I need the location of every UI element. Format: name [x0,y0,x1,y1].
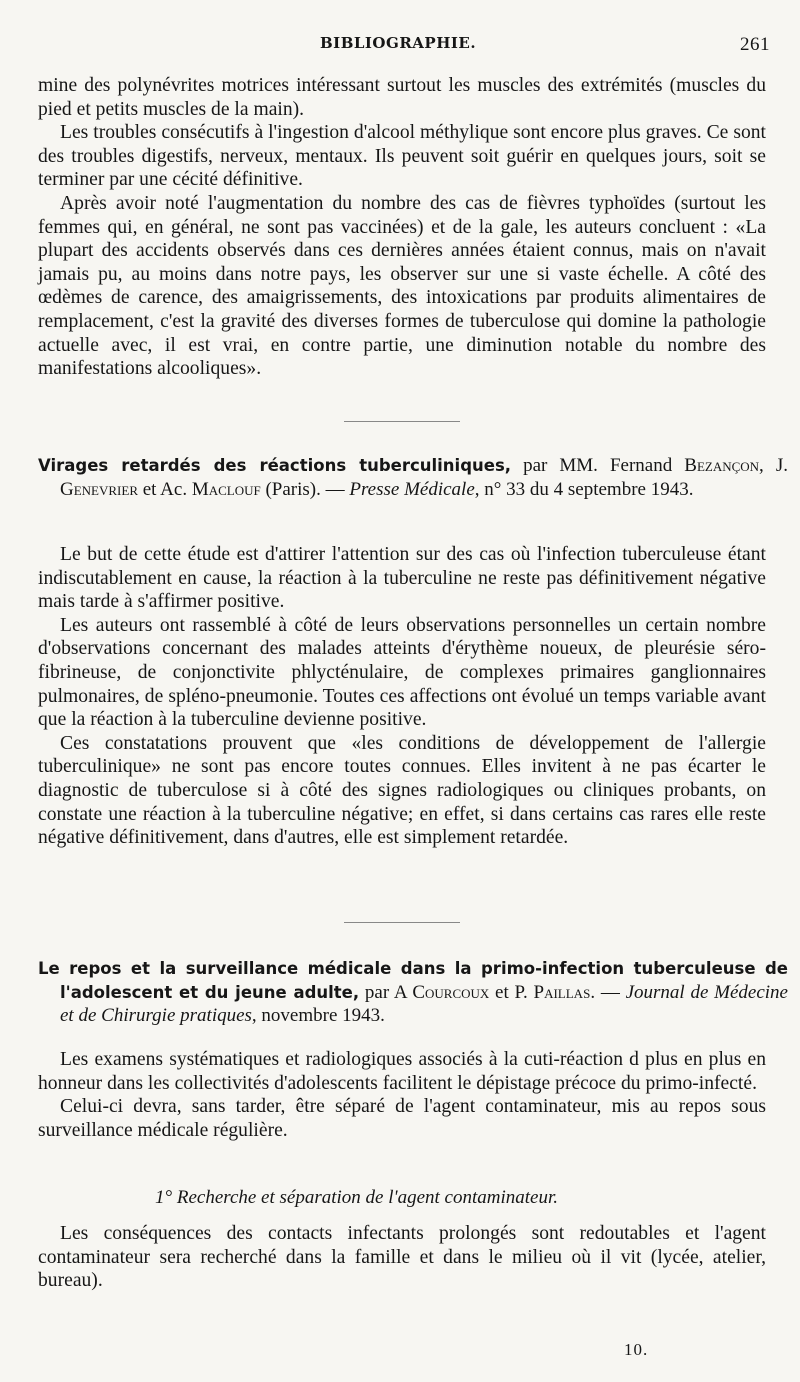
article-author: Bezançon [684,455,760,476]
article-body [38,543,766,850]
article-author: Maclouf [191,478,261,500]
paragraph: Après avoir noté l'augmentation du nombre des cas de fièvres typhoïdes (surtout les femmes qui, en général, ne sont pas vaccinées) et de la gale, les auteurs concluent : «La plupart des accidents observés dans ces dernières années étaient connus, mais on n'avait jamais pu, au moins dans notre pays, les observer sur une si vaste échelle. A côté des œdèmes de carence, des amaigrissements, des intoxications par produits alimentaires de remplacement, c'est la gravité des diverses formes de tuberculose qui domine la pathologie actuelle avec, il est vrai, en contre partie, une diminution notable du nombre des manifestations alcooliques». [38,192,766,380]
article-heading [38,454,788,501]
article-place: (Paris). — [260,478,350,500]
article-issue: , novembre 1943. [251,1005,385,1027]
article-title: Virages retardés des réactions tuberculiniques, [38,456,512,475]
article-separator: , J. [759,455,788,476]
article-author: Paillas [533,981,591,1003]
paragraph: Ces constatations prouvent que «les conditions de développement de l'allergie tuberculinique» ne sont pas encore toutes connues. Elles invitent à ne pas écarter le diagnostic de tuberculose si à côté des signes radiologiques ou cliniques probants, on constate une réaction à la tuberculine négative; en effet, si dans certains cas rares elle reste négative définitivement, dans d'autres, elle est simplement retardée. [38,732,766,849]
paragraph: Les auteurs ont rassemblé à côté de leurs observations personnelles un certain nombre d'observations concernant des malades atteints d'érythème noueux, de pleurésie séro-fibrineuse, de conjonctivite phlycténulaire, de complexes primaires ganglionnaires pulmonaires, de spléno-pneumonie. Toutes ces affections ont évolué un temps variable avant que la réaction à la tuberculine devienne positive. [38,614,766,731]
article-author: Courcoux [412,981,490,1003]
article-journal: Journal de Médecine et de Chirurgie pratiques [60,981,788,1027]
paragraph: Le but de cette étude est d'attirer l'attention sur des cas où l'infection tuberculeuse étant indiscutablement en cause, la réaction à la tuberculine ne reste pas définitivement négative mais tarde à s'affirmer positive. [38,544,766,613]
paragraph: Celui-ci devra, sans tarder, être séparé de l'agent contaminateur, mis au repos sous surveillance médicale régulière. [38,1096,766,1141]
paragraph: Les conséquences des contacts infectants prolongés sont redoutables et l'agent contaminateur sera recherché dans la famille et dans le milieu où il vit (lycée, atelier, bureau). [38,1223,766,1292]
article-author: Genevrier [60,478,138,500]
running-head-title: BIBLIOGRAPHIE. [320,34,477,52]
article-heading [38,957,788,1028]
section-continued-text [38,74,766,381]
page-number: 261 [740,34,770,55]
article-separator: . — [590,981,626,1003]
paragraph: Les examens systématiques et radiologiques associés à la cuti-réaction d plus en plus en honneur dans les collectivités d'adolescents facilitent le dépistage précoce du primo-infecté. [38,1049,766,1094]
article-title: Le repos et la surveillance médicale dans la primo-infection tuberculeuse de l'adolescent et du jeune adulte, [38,959,788,1002]
paragraph: mine des polynévrites motrices intéressant surtout les muscles des extrémités (muscles du pied et petits muscles de la main). [38,75,766,120]
article-body [38,1048,766,1142]
article-separator: et Ac. [138,478,192,500]
section-divider [344,922,460,923]
section-divider [344,421,460,422]
signature-mark: 10. [624,1340,649,1359]
article-by: par A [359,981,413,1003]
article-separator: et P. [489,981,534,1003]
paragraph: Les troubles consécutifs à l'ingestion d'alcool méthylique sont encore plus graves. Ce sont des troubles digestifs, nerveux, mentaux. Ils peuvent soit guérir en quelques jours, soit se terminer par une cécité définitive. [38,122,766,191]
article-issue: , n° 33 du 4 septembre 1943. [474,478,694,500]
article-journal: Presse Médicale [349,478,475,500]
article-by: par MM. Fernand [511,455,685,476]
subheading: 1° Recherche et séparation de l'agent contaminateur. [155,1187,558,1208]
article-body [38,1222,766,1293]
